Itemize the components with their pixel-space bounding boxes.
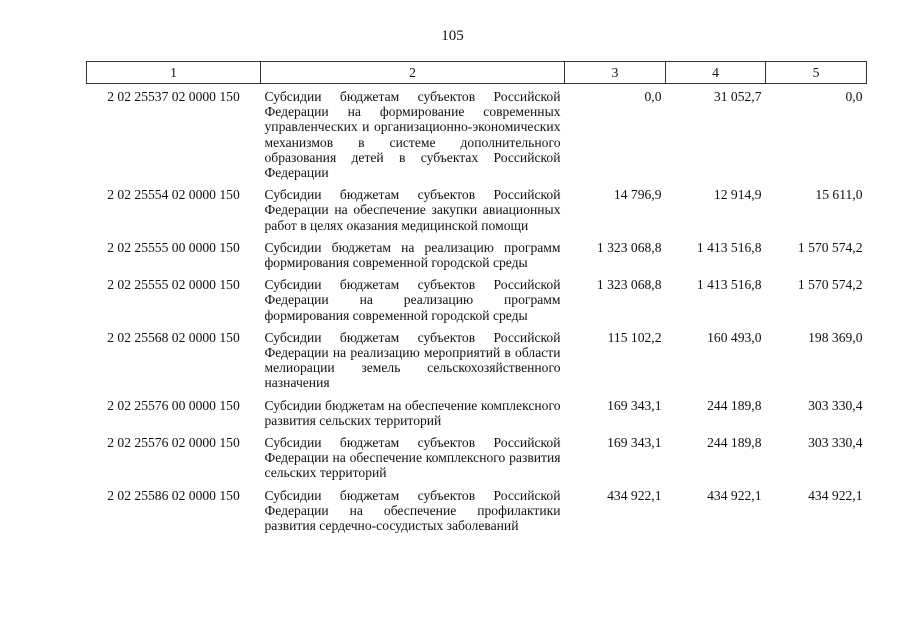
- value-col4: 31 052,7: [713, 89, 762, 104]
- value-col5: 0,0: [845, 89, 863, 104]
- table-row: [87, 434, 867, 487]
- value-col4: 434 922,1: [707, 487, 762, 503]
- table-row: [87, 239, 867, 276]
- column-header-5: 5: [766, 62, 867, 84]
- row-description: Субсидии бюджетам субъектов Российской Федерации на обеспечение профилактики развития сердечно-сосудистых заболеваний: [264, 487, 561, 534]
- column-header-1: 1: [87, 62, 261, 84]
- table-row: [87, 186, 867, 239]
- value-col5: 1 570 574,2: [797, 277, 863, 293]
- value-col5: 15 611,0: [815, 187, 863, 203]
- budget-code: 2 02 25537 02 0000 150: [107, 89, 240, 104]
- budget-code: 2 02 25555 00 0000 150: [107, 239, 240, 255]
- value-col4: 12 914,9: [713, 187, 762, 203]
- value-col4: 160 493,0: [707, 329, 762, 345]
- value-col4: 244 189,8: [707, 397, 762, 413]
- row-description: Субсидии бюджетам субъектов Российской Федерации на обеспечение закупки авиационных работ в целях оказания медицинской помощи: [264, 187, 561, 233]
- value-col3: 0,0: [644, 89, 662, 104]
- page-number: 105: [441, 28, 464, 44]
- table-row: [87, 84, 867, 187]
- row-description: Субсидии бюджетам субъектов Российской Федерации на формирование современных управленческих и организационно-экономических механизмов в системе дополнительного образования детей в субъектах Российской Федерации: [264, 89, 561, 181]
- table-row: [87, 487, 867, 540]
- budget-code: 2 02 25586 02 0000 150: [107, 487, 240, 503]
- value-col5: 303 330,4: [808, 435, 863, 451]
- value-col3: 1 323 068,8: [596, 277, 662, 293]
- row-description: Субсидии бюджетам на реализацию программ формирования современной городской среды: [264, 239, 561, 271]
- value-col5: 303 330,4: [808, 397, 863, 413]
- value-col4: 1 413 516,8: [696, 277, 762, 293]
- value-col4: 244 189,8: [707, 435, 762, 451]
- budget-code: 2 02 25555 02 0000 150: [107, 277, 240, 293]
- table-body: [87, 84, 867, 540]
- column-header-4: 4: [666, 62, 766, 84]
- column-header-2: 2: [261, 62, 565, 84]
- value-col5: 1 570 574,2: [797, 239, 863, 255]
- table-row: [87, 397, 867, 434]
- value-col3: 169 343,1: [607, 397, 662, 413]
- value-col3: 1 323 068,8: [596, 239, 662, 255]
- table-row: [87, 329, 867, 397]
- budget-code: 2 02 25568 02 0000 150: [107, 329, 240, 345]
- row-description: Субсидии бюджетам субъектов Российской Федерации на реализацию программ формирования современной городской среды: [264, 277, 561, 323]
- table-header: [87, 62, 867, 84]
- value-col3: 434 922,1: [607, 487, 662, 503]
- value-col3: 115 102,2: [607, 329, 662, 345]
- value-col3: 14 796,9: [613, 187, 662, 203]
- budget-code: 2 02 25576 02 0000 150: [107, 435, 240, 451]
- row-description: Субсидии бюджетам субъектов Российской Федерации на обеспечение комплексного развития сельских территорий: [264, 435, 561, 481]
- row-description: Субсидии бюджетам субъектов Российской Федерации на реализацию мероприятий в области мелиорации земель сельскохозяйственного назначения: [264, 329, 561, 391]
- value-col3: 169 343,1: [607, 435, 662, 451]
- header-row: [87, 62, 867, 84]
- column-header-3: 3: [565, 62, 666, 84]
- budget-table: [86, 61, 867, 539]
- value-col5: 434 922,1: [808, 487, 863, 503]
- row-description: Субсидии бюджетам на обеспечение комплексного развития сельских территорий: [264, 397, 561, 428]
- table-row: [87, 276, 867, 329]
- budget-code: 2 02 25554 02 0000 150: [107, 187, 240, 203]
- budget-code: 2 02 25576 00 0000 150: [107, 397, 240, 413]
- value-col5: 198 369,0: [808, 329, 863, 345]
- value-col4: 1 413 516,8: [696, 239, 762, 255]
